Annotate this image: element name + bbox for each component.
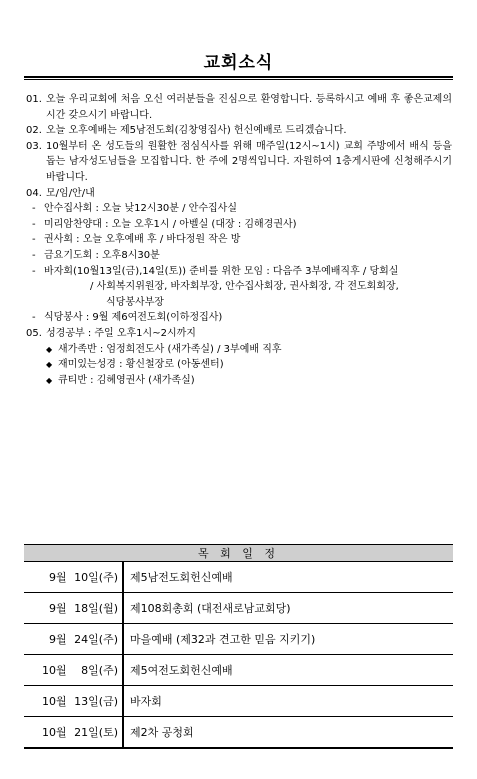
schedule-event: 제2차 공청회	[123, 717, 453, 749]
schedule-month: 9	[49, 633, 57, 646]
schedule-table	[24, 544, 453, 749]
notice-number: 01.	[26, 94, 42, 105]
study-item	[46, 373, 452, 389]
notice-number: 05.	[26, 327, 42, 339]
study-heading	[26, 326, 452, 342]
schedule-day: 18	[74, 602, 89, 615]
schedule-row	[24, 562, 453, 593]
notice-number: 03.	[26, 140, 42, 152]
schedule-header	[24, 545, 453, 562]
schedule-day: 8	[81, 664, 89, 677]
meeting-text: 바자회(10월13일(금),14일(토)) 준비를 위한 모임 : 다음주 3부예배직후 / 당회실	[44, 265, 399, 277]
dash-marker: -	[32, 218, 36, 230]
study-text: 큐티반 : 김혜영권사 (새가족실)	[58, 374, 195, 386]
bazaar-continuation: 식당봉사부장	[106, 296, 164, 308]
schedule-row	[24, 686, 453, 717]
meeting-item	[32, 248, 452, 264]
notice-text: 10월부터 온 성도들의 원활한 점심식사를 위해 매주일(12시~1시) 교회 주방에서 배식 등을 돕는 남자성도님들을 모집합니다. 한 주에 2명씩입니다. 자원하여 1층게시판에 신청해주시기 바랍니다.	[46, 140, 452, 183]
notice-item	[26, 92, 452, 123]
meeting-text: 권사회 : 오늘 오후예배 후 / 바다정원 작은 방	[44, 234, 241, 246]
bazaar-continuation: / 사회복지위원장, 바자회부장, 안수집사회장, 권사회장, 각 전도회회장,	[90, 281, 399, 293]
schedule-month: 9	[49, 602, 57, 615]
meeting-text: 미리암찬양대 : 오늘 오후1시 / 아벨실 (대장 : 김해경권사)	[44, 218, 297, 230]
meeting-heading	[26, 186, 452, 202]
dash-marker: -	[32, 203, 36, 215]
meeting-text: 안수집사회 : 오늘 낮12시30분 / 안수집사실	[44, 203, 237, 215]
dash-marker: -	[32, 312, 36, 324]
meeting-item	[32, 264, 452, 280]
schedule-date: 9월 24일(주)	[24, 624, 123, 655]
study-item	[46, 342, 452, 358]
meeting-item	[32, 232, 452, 248]
title-divider	[24, 76, 453, 78]
schedule-day: 10	[74, 571, 89, 584]
diamond-bullet-icon: ◆	[46, 344, 53, 354]
schedule-date: 9월 10일(주)	[24, 562, 123, 593]
dash-marker: -	[32, 234, 36, 246]
notice-item	[26, 123, 452, 139]
schedule-month: 10	[42, 695, 57, 708]
schedule-day: 24	[74, 633, 89, 646]
notice-item	[26, 139, 452, 186]
schedule-heading: 목 회 일 정	[198, 547, 279, 560]
schedule-day: 21	[74, 726, 89, 739]
schedule-event: 제5여전도회헌신예배	[123, 655, 453, 686]
schedule-date: 10월 21일(토)	[24, 717, 123, 749]
meeting-text: 금요기도회 : 오후8시30분	[44, 249, 160, 261]
dash-marker: -	[32, 249, 36, 261]
schedule-weekday: 주	[103, 571, 114, 584]
schedule-weekday: 금	[103, 695, 114, 708]
study-item	[46, 357, 452, 373]
study-heading-text: 성경공부 : 주일 오후1시~2시까지	[46, 327, 196, 339]
notice-number: 04.	[26, 187, 42, 199]
schedule-row	[24, 655, 453, 686]
title-divider-thin	[24, 79, 453, 80]
schedule-weekday: 토	[103, 726, 114, 739]
notice-text: 오늘 오후예배는 제5남전도회(김창영집사) 헌신예배로 드리겠습니다.	[46, 125, 347, 137]
study-text: 새가족반 : 엄정희전도사 (새가족실) / 3부예배 직후	[58, 343, 282, 355]
schedule-weekday: 주	[103, 633, 114, 646]
schedule-month: 10	[42, 664, 57, 677]
meeting-item	[32, 217, 452, 233]
schedule-event: 제5남전도회헌신예배	[123, 562, 453, 593]
schedule-day: 13	[74, 695, 89, 708]
schedule-weekday: 월	[103, 602, 114, 615]
study-text: 재미있는성경 : 황신철장로 (아동센터)	[58, 359, 224, 371]
notice-list	[26, 92, 452, 388]
schedule-row	[24, 593, 453, 624]
schedule-event: 마을예배 (제32과 견고한 믿음 지키기)	[123, 624, 453, 655]
schedule-date: 9월 18일(월)	[24, 593, 123, 624]
meeting-heading-text: 모/임/안/내	[46, 187, 95, 199]
page-title: 교회소식	[203, 53, 274, 73]
schedule-date: 10월 8일(주)	[24, 655, 123, 686]
schedule-month: 9	[49, 571, 57, 584]
schedule-row	[24, 624, 453, 655]
schedule-row	[24, 717, 453, 749]
notice-text: 오늘 우리교회에 처음 오신 여러분들을 진심으로 환영합니다. 등록하시고 예배 후 좋은교제의 시간 갖으시기 바랍니다.	[46, 94, 452, 121]
diamond-bullet-icon: ◆	[46, 360, 53, 370]
meeting-item	[32, 310, 452, 326]
schedule-event: 제108회총회 (대전새로남교회당)	[123, 593, 453, 624]
schedule-month: 10	[42, 726, 57, 739]
notice-number: 02.	[26, 125, 42, 137]
meeting-item	[32, 201, 452, 217]
schedule-weekday: 주	[103, 664, 114, 677]
meeting-text: 식당봉사 : 9월 제6여전도회(이하정집사)	[44, 312, 223, 324]
dash-marker: -	[32, 265, 36, 277]
schedule-event: 바자회	[123, 686, 453, 717]
schedule-date: 10월 13일(금)	[24, 686, 123, 717]
diamond-bullet-icon: ◆	[46, 375, 53, 385]
